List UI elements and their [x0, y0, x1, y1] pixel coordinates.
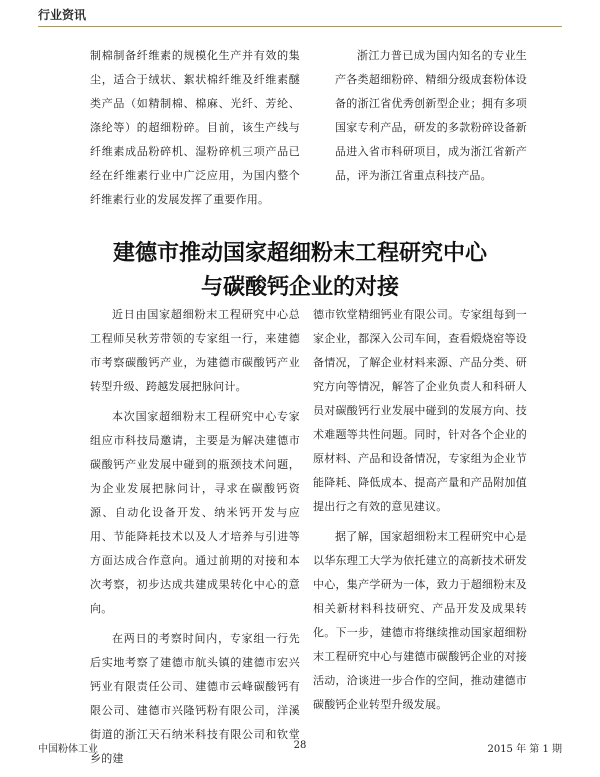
article-right-column: [313, 303, 527, 723]
article-paragraph: 德市钦堂精细钙业有限公司。专家组每到一家企业，都深入公司车间，查看煅烧窑等设备情况，了解企业材料来源、产品分类、研究方向等情况，解答了企业负责人和科研人员对碳酸钙行业发展中碰到的发展方向、技术难题等共性问题。同时，针对各个企业的原材料、产品和设备情况，专家组为企业节能降耗、降低成本、提高产量和产品附加值提出行之有效的意见建议。: [313, 308, 527, 513]
section-tag: 行业资讯: [38, 8, 87, 22]
previous-article-text-left: 制棉制备纤维素的规模化生产并有效的集尘，适合于绒状、絮状棉纤维及纤维素醚类产品（如精制棉、棉麻、光纤、芳纶、涤纶等）的超细粉碎。目前，该生产线与纤维素成品粉碎机、湿粉碎机三项产品已经在纤维素行业中广泛应用，为国内整个纤维素行业的发展发挥了重要作用。: [90, 49, 300, 206]
article-paragraph: 近日由国家超细粉末工程研究中心总工程师吴秋芳带领的专家组一行，来建德市考察碳酸钙产业，为建德市碳酸钙产业转型升级、跨越发展把脉问计。: [90, 308, 300, 393]
previous-article-text-right: 浙江力普已成为国内知名的专业生产各类超细粉碎、精细分级成套粉体设备的浙江省优秀创新型企业；拥有多项国家专利产品，研发的多款粉碎设备新品进入省市科研项目，成为浙江省新产品，评为浙江省重点科技产品。: [335, 49, 527, 182]
article-paragraph: 据了解，国家超细粉末工程研究中心是以华东理工大学为依托建立的高新技术研发中心，集产学研为一体，致力于超细粉末及相关新材料科技研究、产品开发及成果转化。下一步，建德市将继续推动国家超细粉末工程研究中心与建德市碳酸钙企业的对接活动，洽谈进一步合作的空间，推动建德市碳酸钙企业转型升级发展。: [313, 530, 527, 711]
article-left-column: [90, 303, 300, 777]
footer-issue: 2015 年 第 1 期: [487, 744, 562, 755]
footer-page-number: 28: [293, 740, 307, 751]
article-paragraph: 本次国家超细粉末工程研究中心专家组应市科技局邀请，主要是为解决建德市碳酸钙产业发展中碰到的瓶颈技术问题，为企业发展把脉问计，寻求在碳酸钙资源、自动化设备开发、纳米钙开发与应用、节能降耗技术以及人才培养与引进等方面达成合作意向。通过前期的对接和本次考察，初步达成共建成果转化中心的意向。: [90, 410, 300, 615]
previous-article-right-column: [335, 44, 527, 188]
article-title: [0, 236, 600, 304]
footer-journal-name: 中国粉体工业: [38, 744, 98, 755]
article-title-line-1: 建德市推动国家超细粉末工程研究中心: [112, 240, 487, 266]
article-paragraph: 在两日的考察时间内，专家组一行先后实地考察了建德市航头镇的建德市宏兴钙业有限责任公司、建德市云峰碳酸钙有限公司、建德市兴隆钙粉有限公司，洋溪街道的浙江天石纳米科技有限公司和钦堂乡的建: [90, 632, 300, 765]
article-title-line-2: 与碳酸钙企业的对接: [200, 274, 399, 300]
previous-article-left-column: [90, 44, 300, 212]
header-divider: [38, 26, 562, 27]
